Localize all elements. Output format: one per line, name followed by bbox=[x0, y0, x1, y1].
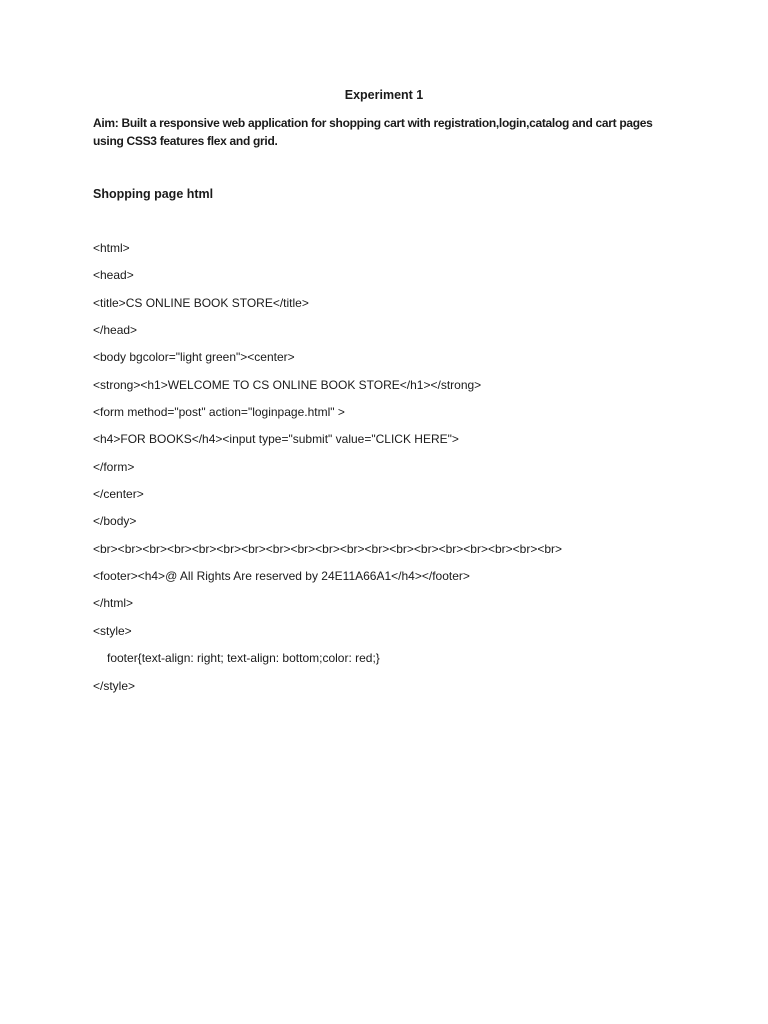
aim-paragraph: Aim: Built a responsive web application for shopping cart with registration,login,catalog and cart pages using CSS3 features flex and grid. bbox=[93, 116, 653, 148]
document-title: Experiment 1 bbox=[344, 88, 424, 102]
code-line: <style> bbox=[93, 623, 132, 638]
code-line: <head> bbox=[93, 268, 134, 283]
code-line: <html> bbox=[93, 241, 130, 255]
code-line: </head> bbox=[93, 323, 138, 338]
code-line: <title>CS ONLINE BOOK STORE</title> bbox=[93, 295, 309, 310]
code-line: </style> bbox=[93, 678, 136, 693]
code-line: </form> bbox=[93, 459, 135, 474]
section-heading-shopping-page-html: Shopping page html bbox=[93, 187, 214, 201]
code-line: <footer><h4>@ All Rights Are reserved by 24E11A66A1</h4></footer> bbox=[93, 569, 470, 584]
code-line: <strong><h1>WELCOME TO CS ONLINE BOOK STORE</h1></strong> bbox=[93, 377, 482, 392]
code-line: <body bgcolor="light green"><center> bbox=[93, 350, 295, 365]
code-line: </center> bbox=[93, 487, 144, 502]
code-block bbox=[93, 235, 675, 700]
code-line: </body> bbox=[93, 514, 137, 529]
code-line: <form method="post" action="loginpage.html" > bbox=[93, 405, 345, 420]
code-line-css-rule: footer{text-align: right; text-align: bottom;color: red;} bbox=[107, 651, 380, 666]
code-line: <br><br><br><br><br><br><br><br><br><br><br><br><br><br><br><br><br><br><br> bbox=[93, 541, 563, 556]
code-line: <h4>FOR BOOKS</h4><input type="submit" value="CLICK HERE"> bbox=[93, 432, 459, 447]
code-line: </html> bbox=[93, 596, 134, 611]
